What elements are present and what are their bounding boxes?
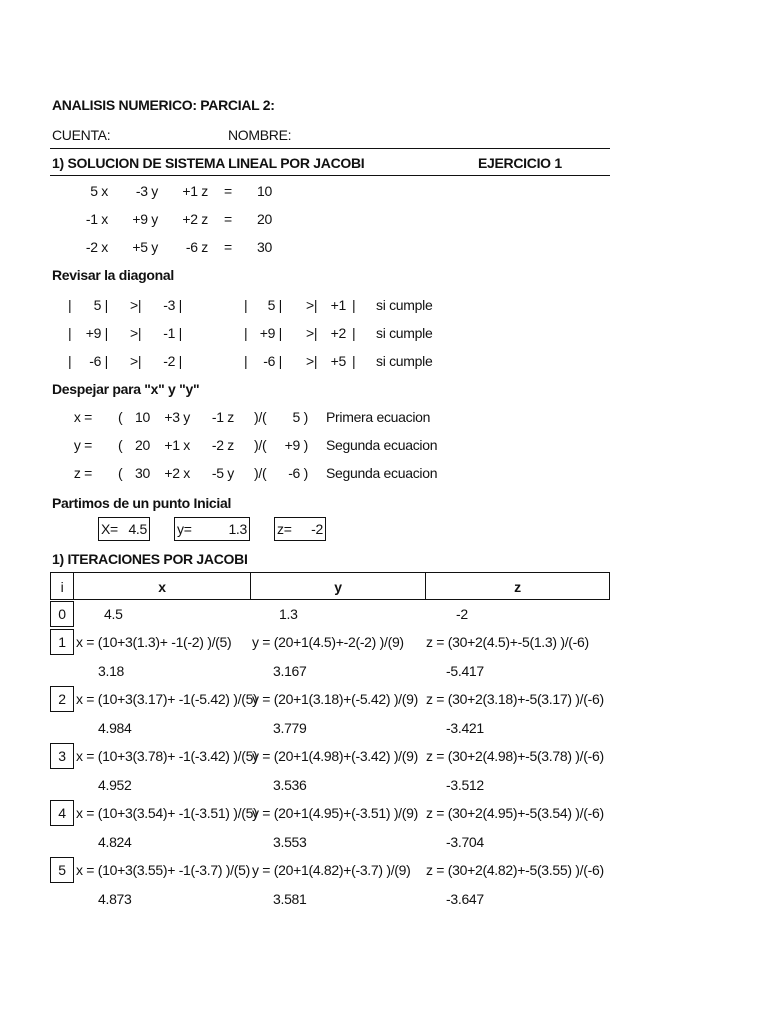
eq-term: -6 z: [185, 239, 208, 255]
diag-bar: |: [352, 297, 356, 313]
diag-value: +9 |: [259, 325, 282, 341]
diag-compare: >|: [306, 353, 318, 369]
desp-term: +2 x: [164, 465, 190, 481]
start-y: 1.3: [279, 606, 298, 622]
desp-label: Segunda ecuacion: [326, 465, 438, 481]
desp-const: 30: [135, 465, 150, 481]
nombre-label: NOMBRE:: [228, 127, 292, 143]
diag-compare: >|: [130, 353, 142, 369]
eq-equals: =: [224, 239, 232, 255]
diag-compare: >|: [130, 297, 142, 313]
section-title: 1) SOLUCION DE SISTEMA LINEAL POR JACOBI: [52, 155, 365, 171]
desp-term: -5 y: [211, 465, 234, 481]
diag-compare: >|: [130, 325, 142, 341]
formula-z: z = (30+2(4.82)+-5(3.55) )/(-6): [426, 862, 604, 878]
diag-value: -2 |: [163, 353, 182, 369]
formula-x: x = (10+3(3.54)+ -1(-3.51) )/(5): [76, 805, 258, 821]
result-y: 3.553: [273, 834, 307, 850]
formula-z: z = (30+2(4.98)+-5(3.78) )/(-6): [426, 748, 604, 764]
eq-rhs: 10: [257, 183, 272, 199]
eq-term: 5 x: [90, 183, 108, 199]
iteration-index: 0: [58, 606, 66, 622]
result-z: -3.704: [446, 834, 484, 850]
result-x: 4.824: [98, 834, 132, 850]
iteration-index-box: [50, 686, 74, 712]
despejar-title: Despejar para "x" y "y": [52, 381, 200, 397]
desp-div: )/(: [254, 465, 267, 481]
diag-value: -1 |: [163, 325, 182, 341]
diag-bar: |: [352, 325, 356, 341]
desp-var: y =: [73, 437, 92, 453]
diag-value: +2: [330, 325, 346, 341]
diag-bar: |: [68, 325, 72, 341]
header-label: y: [334, 579, 342, 595]
iteration-index: 5: [58, 862, 66, 878]
diag-value: -3 |: [163, 297, 182, 313]
iteration-index-box: [50, 800, 74, 826]
diag-bar: |: [244, 297, 248, 313]
iteration-index-box: [50, 601, 74, 627]
result-z: -5.417: [446, 663, 484, 679]
desp-var: z =: [73, 465, 92, 481]
diag-value: -6 |: [263, 353, 282, 369]
header-cell-x: [73, 572, 251, 600]
formula-y: y = (20+1(4.5)+-2(-2) )/(9): [252, 634, 404, 650]
diag-status: si cumple: [376, 353, 433, 369]
eq-rhs: 30: [257, 239, 272, 255]
diag-compare: >|: [306, 325, 318, 341]
diag-value: -6 |: [89, 353, 108, 369]
header-label: z: [514, 579, 521, 595]
desp-div: )/(: [254, 437, 267, 453]
diag-bar: |: [244, 325, 248, 341]
diag-bar: |: [68, 353, 72, 369]
divider-top: [50, 148, 610, 149]
desp-paren: (: [118, 409, 123, 425]
iteraciones-title: 1) ITERACIONES POR JACOBI: [52, 551, 248, 567]
eq-term: -1 x: [85, 211, 108, 227]
initial-x-box: [98, 517, 150, 541]
cuenta-label: CUENTA:: [52, 127, 111, 143]
iteration-index: 3: [58, 748, 66, 764]
initial-x-label: X=: [101, 521, 118, 537]
iteration-index: 1: [58, 634, 66, 650]
desp-const: 10: [135, 409, 150, 425]
formula-y: y = (20+1(4.82)+(-3.7) )/(9): [252, 862, 411, 878]
eq-rhs: 20: [257, 211, 272, 227]
formula-x: x = (10+3(3.55)+ -1(-3.7) )/(5): [76, 862, 250, 878]
desp-den: 5 ): [292, 409, 308, 425]
formula-y: y = (20+1(4.98)+(-3.42) )/(9): [252, 748, 418, 764]
initial-y-value: 1.3: [228, 521, 247, 537]
result-y: 3.536: [273, 777, 307, 793]
eq-term: -3 y: [135, 183, 158, 199]
diag-status: si cumple: [376, 325, 433, 341]
desp-const: 20: [135, 437, 150, 453]
eq-term: +9 y: [132, 211, 158, 227]
formula-x: x = (10+3(3.78)+ -1(-3.42) )/(5): [76, 748, 258, 764]
header-cell-i: [50, 572, 74, 600]
desp-term: -2 z: [211, 437, 234, 453]
eq-term: +2 z: [182, 211, 208, 227]
diag-value: 5 |: [267, 297, 282, 313]
initial-y-box: [174, 517, 250, 541]
result-z: -3.647: [446, 891, 484, 907]
start-z: -2: [456, 606, 468, 622]
desp-var: x =: [73, 409, 92, 425]
desp-den: -6 ): [288, 465, 308, 481]
result-x: 4.984: [98, 720, 132, 736]
formula-z: z = (30+2(4.95)+-5(3.54) )/(-6): [426, 805, 604, 821]
eq-term: +1 z: [182, 183, 208, 199]
eq-equals: =: [224, 183, 232, 199]
formula-x: x = (10+3(1.3)+ -1(-2) )/(5): [76, 634, 232, 650]
initial-z-box: [274, 517, 326, 541]
result-z: -3.512: [446, 777, 484, 793]
diag-value: +9 |: [85, 325, 108, 341]
header-cell-z: [425, 572, 610, 600]
eq-equals: =: [224, 211, 232, 227]
desp-term: +1 x: [164, 437, 190, 453]
inicial-title: Partimos de un punto Inicial: [52, 495, 232, 511]
result-x: 4.952: [98, 777, 132, 793]
initial-x-value: 4.5: [128, 521, 147, 537]
page-title: ANALISIS NUMERICO: PARCIAL 2:: [52, 97, 275, 113]
exercise-label: EJERCICIO 1: [478, 155, 562, 171]
desp-div: )/(: [254, 409, 267, 425]
result-y: 3.779: [273, 720, 307, 736]
divider-section: [50, 175, 610, 176]
result-y: 3.581: [273, 891, 307, 907]
iteration-index: 4: [58, 805, 66, 821]
eq-term: +5 y: [132, 239, 158, 255]
diag-compare: >|: [306, 297, 318, 313]
diag-bar: |: [352, 353, 356, 369]
desp-term: -1 z: [211, 409, 234, 425]
desp-den: +9 ): [284, 437, 308, 453]
formula-x: x = (10+3(3.17)+ -1(-5.42) )/(5): [76, 691, 258, 707]
start-x: 4.5: [104, 606, 123, 622]
diagonal-title: Revisar la diagonal: [52, 267, 174, 283]
iteration-index: 2: [58, 691, 66, 707]
formula-y: y = (20+1(3.18)+(-5.42) )/(9): [252, 691, 418, 707]
initial-z-value: -2: [311, 521, 323, 537]
result-x: 4.873: [98, 891, 132, 907]
diag-bar: |: [244, 353, 248, 369]
desp-label: Segunda ecuacion: [326, 437, 438, 453]
result-x: 3.18: [98, 663, 125, 679]
desp-label: Primera ecuacion: [326, 409, 431, 425]
result-y: 3.167: [273, 663, 307, 679]
desp-paren: (: [118, 437, 123, 453]
header-label: i: [60, 579, 64, 595]
diag-value: +1: [330, 297, 346, 313]
initial-z-label: z=: [277, 521, 292, 537]
desp-paren: (: [118, 465, 123, 481]
formula-y: y = (20+1(4.95)+(-3.51) )/(9): [252, 805, 418, 821]
header-cell-y: [250, 572, 426, 600]
diag-value: 5 |: [93, 297, 108, 313]
header-label: x: [158, 579, 166, 595]
initial-y-label: y=: [177, 521, 192, 537]
formula-z: z = (30+2(4.5)+-5(1.3) )/(-6): [426, 634, 589, 650]
eq-term: -2 x: [85, 239, 108, 255]
diag-bar: |: [68, 297, 72, 313]
formula-z: z = (30+2(3.18)+-5(3.17) )/(-6): [426, 691, 604, 707]
result-z: -3.421: [446, 720, 484, 736]
desp-term: +3 y: [164, 409, 190, 425]
diag-value: +5: [330, 353, 346, 369]
iteration-index-box: [50, 629, 74, 655]
iteration-index-box: [50, 743, 74, 769]
iteration-index-box: [50, 857, 74, 883]
diag-status: si cumple: [376, 297, 433, 313]
